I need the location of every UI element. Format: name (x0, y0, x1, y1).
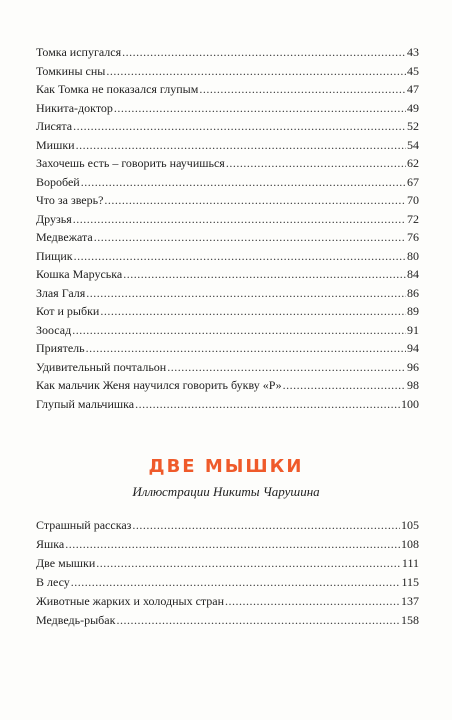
toc-entry-page: 89 (407, 304, 419, 318)
toc-entry-page: 47 (407, 82, 419, 96)
dot-leader (104, 191, 406, 210)
toc-entry-page: 67 (407, 174, 419, 189)
dot-leader (283, 376, 406, 395)
toc-entry-page: 105 (401, 518, 419, 532)
toc-entry-title: Яшка (36, 537, 65, 551)
toc-entry-title: Томка испугался (36, 45, 122, 59)
toc-entry[interactable] (36, 62, 419, 81)
toc-entry-page: 96 (407, 359, 419, 374)
dot-leader (81, 173, 406, 192)
toc-entry-title: Кот и рыбки (36, 304, 100, 318)
toc-entry-title: Злая Галя (36, 285, 86, 300)
toc-entry-page: 158 (401, 613, 419, 627)
toc-entry[interactable] (36, 573, 419, 592)
dot-leader (132, 516, 400, 535)
dot-leader (167, 358, 406, 377)
toc-entry[interactable] (36, 154, 419, 173)
toc-entry-page: 100 (401, 396, 419, 411)
toc-entry-page: 91 (407, 322, 419, 337)
toc-entry[interactable] (36, 592, 419, 611)
toc-entry[interactable] (36, 554, 419, 573)
toc-entry-page: 115 (401, 575, 419, 589)
toc-entry-title: Что за зверь? (36, 193, 104, 207)
dot-leader (116, 611, 400, 630)
dot-leader (122, 43, 406, 62)
toc-entry-page: 80 (407, 248, 419, 263)
toc-entry-title: Друзья (36, 211, 72, 226)
toc-entry-title: Как мальчик Женя научился говорить букву «Р» (36, 378, 282, 392)
toc-entry-page: 45 (407, 63, 419, 78)
toc-entry-title: Медвежата (36, 230, 93, 244)
dot-leader (73, 210, 406, 229)
dot-leader (225, 592, 400, 611)
dot-leader (73, 117, 406, 136)
toc-entry-title: Захочешь есть – говорить научишься (36, 156, 225, 170)
dot-leader (96, 554, 401, 573)
toc-entry-title: Кошка Маруська (36, 267, 123, 281)
toc-entry[interactable] (36, 611, 419, 630)
table-of-contents-part-1 (36, 43, 419, 413)
toc-entry[interactable] (36, 376, 419, 395)
dot-leader (226, 154, 406, 173)
toc-entry-page: 86 (407, 285, 419, 300)
toc-entry-title: Удивительный почтальон (36, 359, 167, 374)
dot-leader (199, 80, 406, 99)
toc-entry-title: Зоосад (36, 322, 72, 337)
toc-entry-title: В лесу (36, 575, 70, 589)
section-subtitle: Иллюстрации Никиты Чарушина (132, 484, 320, 499)
toc-entry-page: 84 (407, 267, 419, 281)
toc-entry-title: Медведь-рыбак (36, 613, 116, 627)
dot-leader (65, 535, 400, 554)
toc-entry-page: 43 (407, 45, 419, 59)
toc-entry-page: 111 (401, 556, 419, 570)
dot-leader (74, 247, 406, 266)
dot-leader (100, 302, 406, 321)
toc-entry-title: Лисята (36, 119, 73, 133)
toc-entry-page: 49 (407, 100, 419, 115)
dot-leader (123, 265, 406, 284)
dot-leader (86, 339, 406, 358)
toc-entry[interactable] (36, 302, 419, 321)
table-of-contents-part-2 (36, 516, 419, 630)
toc-entry-title: Глупый мальчишка (36, 396, 135, 411)
toc-entry-page: 76 (407, 230, 419, 244)
toc-entry-page: 52 (407, 119, 419, 133)
toc-entry-title: Томкины сны (36, 63, 106, 78)
toc-entry-title: Животные жарких и холодных стран (36, 594, 225, 608)
toc-entry[interactable] (36, 516, 419, 535)
toc-entry-page: 70 (407, 193, 419, 207)
toc-entry[interactable] (36, 117, 419, 136)
toc-entry[interactable] (36, 191, 419, 210)
toc-entry[interactable] (36, 284, 419, 303)
toc-entry[interactable] (36, 136, 419, 155)
dot-leader (76, 136, 406, 155)
section-heading: ДВЕ МЫШКИ (148, 456, 304, 477)
toc-entry-page: 94 (407, 341, 419, 355)
toc-entry[interactable] (36, 99, 419, 118)
toc-entry[interactable] (36, 321, 419, 340)
toc-entry[interactable] (36, 535, 419, 554)
dot-leader (86, 284, 406, 303)
toc-entry-title: Мишки (36, 137, 75, 152)
toc-entry[interactable] (36, 228, 419, 247)
dot-leader (114, 99, 406, 118)
toc-entry-page: 62 (407, 156, 419, 170)
toc-entry-page: 98 (407, 378, 419, 392)
dot-leader (106, 62, 406, 81)
toc-entry[interactable] (36, 80, 419, 99)
dot-leader (72, 321, 406, 340)
toc-entry-page: 108 (401, 537, 419, 551)
toc-entry-title: Как Томка не показался глупым (36, 82, 199, 96)
toc-entry-page: 54 (407, 137, 419, 152)
dot-leader (94, 228, 406, 247)
toc-entry[interactable] (36, 339, 419, 358)
toc-entry[interactable] (36, 173, 419, 192)
toc-entry-title: Приятель (36, 341, 85, 355)
toc-entry-page: 137 (401, 594, 419, 608)
dot-leader (71, 573, 401, 592)
toc-entry[interactable] (36, 265, 419, 284)
toc-entry-title: Никита-доктор (36, 100, 113, 115)
dot-leader (135, 395, 400, 414)
toc-entry-title: Воробей (36, 174, 80, 189)
toc-entry-title: Страшный рассказ (36, 518, 132, 532)
toc-entry[interactable] (36, 358, 419, 377)
toc-entry-title: Пищик (36, 248, 73, 263)
toc-entry[interactable] (36, 43, 419, 62)
toc-entry[interactable] (36, 247, 419, 266)
toc-entry-title: Две мышки (36, 556, 96, 570)
toc-entry[interactable] (36, 210, 419, 229)
toc-entry[interactable] (36, 395, 419, 414)
toc-entry-page: 72 (407, 211, 419, 226)
